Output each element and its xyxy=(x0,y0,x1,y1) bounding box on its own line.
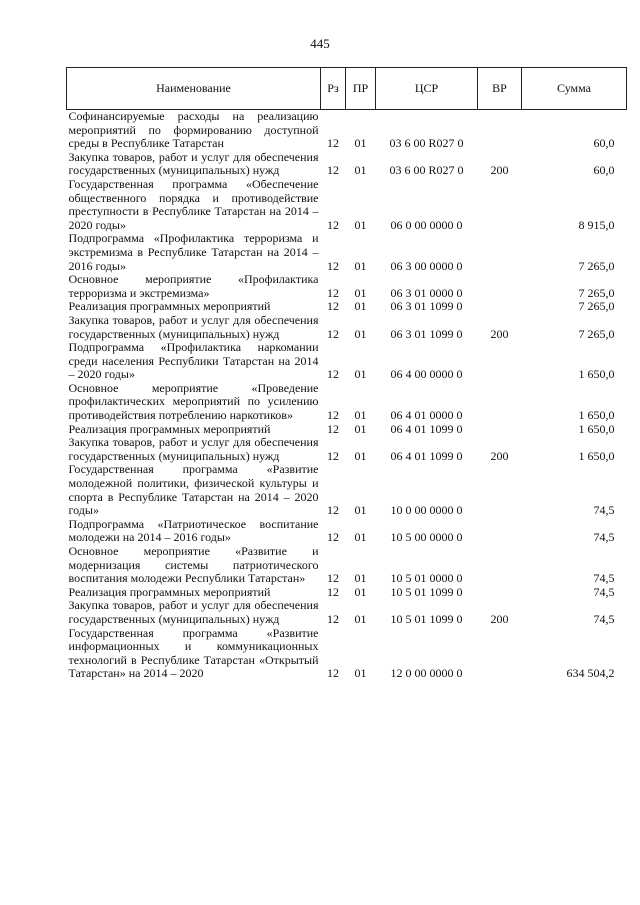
row-name: Государственная программа «Развитие информационных и коммуникационных технологий в Республике Татарстан «Открытый Татарстан» на 2014 – 2020 xyxy=(68,625,319,681)
row-csr: 10 5 01 1099 0 xyxy=(390,611,463,626)
row-csr: 06 4 01 1099 0 xyxy=(390,448,463,463)
row-pr: 01 xyxy=(354,421,367,436)
table-row xyxy=(67,232,627,273)
row-vr xyxy=(478,423,522,437)
row-name: Закупка товаров, работ и услуг для обеспечения государственных (муниципальных) нужд xyxy=(68,149,319,178)
row-name: Подпрограмма «Патриотическое воспитание молодежи на 2014 – 2016 годы» xyxy=(68,516,319,545)
row-rz: 12 xyxy=(327,571,339,586)
table-row xyxy=(67,110,627,151)
header-sum: Сумма xyxy=(522,68,627,110)
row-pr: 01 xyxy=(354,611,367,626)
table-row xyxy=(67,314,627,341)
row-csr: 03 6 00 R027 0 xyxy=(389,136,464,151)
table-row xyxy=(67,151,627,178)
row-vr xyxy=(478,273,522,300)
row-pr: 01 xyxy=(354,136,367,151)
row-sum: 60,0 xyxy=(593,163,615,178)
row-vr xyxy=(478,110,522,151)
row-rz: 12 xyxy=(327,666,339,681)
row-csr: 06 4 01 1099 0 xyxy=(390,421,463,436)
row-rz: 12 xyxy=(327,408,339,423)
table-row xyxy=(67,382,627,423)
header-name: Наименование xyxy=(67,68,321,110)
row-vr xyxy=(478,586,522,600)
row-vr: 200 xyxy=(490,448,509,463)
table-row xyxy=(67,627,627,681)
row-name: Подпрограмма «Профилактика терроризма и экстремизма в Республике Татарстан на 2014 – 2016 годы» xyxy=(68,231,319,273)
row-name: Софинансируемые расходы на реализацию мероприятий по формированию доступной среды в Республике Татарстан xyxy=(68,109,319,151)
table-row xyxy=(67,599,627,626)
row-rz: 12 xyxy=(327,217,339,232)
row-rz: 12 xyxy=(327,584,339,599)
row-rz: 12 xyxy=(327,503,339,518)
row-sum: 1 650,0 xyxy=(578,448,615,463)
row-sum: 634 504,2 xyxy=(566,666,615,681)
row-pr: 01 xyxy=(354,367,367,382)
row-sum: 74,5 xyxy=(593,503,615,518)
row-name: Реализация программных мероприятий xyxy=(68,421,271,436)
row-csr: 06 3 00 0000 0 xyxy=(390,258,463,273)
budget-table xyxy=(66,67,627,681)
row-pr: 01 xyxy=(354,217,367,232)
table-row xyxy=(67,545,627,586)
row-vr xyxy=(478,518,522,545)
row-pr: 01 xyxy=(354,163,367,178)
row-rz: 12 xyxy=(327,611,339,626)
row-vr: 200 xyxy=(490,326,509,341)
row-vr xyxy=(478,463,522,517)
table-row xyxy=(67,423,627,437)
header-pr: ПР xyxy=(346,68,376,110)
row-sum: 1 650,0 xyxy=(578,421,615,436)
row-rz: 12 xyxy=(327,163,339,178)
row-pr: 01 xyxy=(354,258,367,273)
row-csr: 10 5 00 0000 0 xyxy=(390,530,463,545)
row-vr: 200 xyxy=(490,163,509,178)
row-sum: 1 650,0 xyxy=(578,367,615,382)
table-row xyxy=(67,178,627,232)
row-pr: 01 xyxy=(354,503,367,518)
row-sum: 7 265,0 xyxy=(578,326,615,341)
row-rz: 12 xyxy=(327,530,339,545)
row-name: Закупка товаров, работ и услуг для обеспечения государственных (муниципальных) нужд xyxy=(68,435,319,463)
row-csr: 03 6 00 R027 0 xyxy=(389,163,464,178)
page-number: 445 xyxy=(310,36,330,51)
table-row xyxy=(67,341,627,382)
row-name: Государственная программа «Развитие молодежной политики, физической культуры и спорта в Республике Татарстан на 2014 – 2020 годы» xyxy=(68,462,319,518)
row-name: Закупка товаров, работ и услуг для обеспечения государственных (муниципальных) нужд xyxy=(68,312,319,341)
row-rz: 12 xyxy=(327,326,339,341)
row-rz: 12 xyxy=(327,285,339,300)
row-sum: 8 915,0 xyxy=(578,217,615,232)
row-name: Основное мероприятие «Развитие и модернизация системы патриотического воспитания молодежи Республики Татарстан» xyxy=(68,544,319,586)
row-csr: 06 3 01 1099 0 xyxy=(390,326,463,341)
row-sum: 7 265,0 xyxy=(578,285,615,300)
row-pr: 01 xyxy=(354,299,367,314)
row-vr xyxy=(478,627,522,681)
row-csr: 06 4 00 0000 0 xyxy=(390,367,463,382)
row-name: Основное мероприятие «Проведение профилактических мероприятий по усилению противодействия потреблению наркотиков» xyxy=(68,380,319,423)
row-name: Реализация программных мероприятий xyxy=(68,584,271,599)
row-csr: 06 3 01 0000 0 xyxy=(390,285,463,300)
table-row xyxy=(67,273,627,300)
row-csr: 06 0 00 0000 0 xyxy=(390,217,463,232)
row-sum: 60,0 xyxy=(593,136,615,151)
row-rz: 12 xyxy=(327,136,339,151)
row-rz: 12 xyxy=(327,448,339,463)
row-name: Подпрограмма «Профилактика наркомании среди населения Республики Татарстан на 2014 – 2020 годы» xyxy=(68,340,319,382)
row-vr xyxy=(478,300,522,314)
row-pr: 01 xyxy=(354,584,367,599)
row-csr: 06 3 01 1099 0 xyxy=(390,299,463,314)
row-sum: 7 265,0 xyxy=(578,299,615,314)
table-body xyxy=(67,110,627,681)
row-csr: 12 0 00 0000 0 xyxy=(390,666,463,681)
table-row xyxy=(67,586,627,600)
row-pr: 01 xyxy=(354,448,367,463)
row-pr: 01 xyxy=(354,408,367,423)
table-row xyxy=(67,436,627,463)
table-row xyxy=(67,300,627,314)
row-rz: 12 xyxy=(327,421,339,436)
row-vr xyxy=(478,545,522,586)
row-vr: 200 xyxy=(490,611,509,626)
table-row xyxy=(67,463,627,517)
row-sum: 74,5 xyxy=(593,584,615,599)
header-rz: Рз xyxy=(321,68,346,110)
row-vr xyxy=(478,341,522,382)
row-sum: 7 265,0 xyxy=(578,258,615,273)
row-name: Государственная программа «Обеспечение общественного порядка и противодействие преступности в Республике Татарстан на 2014 – 2020 годы» xyxy=(68,176,319,232)
row-sum: 74,5 xyxy=(593,530,615,545)
table-row xyxy=(67,518,627,545)
row-sum: 74,5 xyxy=(593,571,615,586)
table-header xyxy=(67,68,627,110)
row-vr xyxy=(478,178,522,232)
row-pr: 01 xyxy=(354,571,367,586)
row-name: Реализация программных мероприятий xyxy=(68,299,271,314)
row-csr: 10 5 01 0000 0 xyxy=(390,571,463,586)
row-pr: 01 xyxy=(354,285,367,300)
row-rz: 12 xyxy=(327,367,339,382)
header-csr: ЦСР xyxy=(376,68,478,110)
row-csr: 10 0 00 0000 0 xyxy=(390,503,463,518)
row-rz: 12 xyxy=(327,299,339,314)
row-sum: 74,5 xyxy=(593,611,615,626)
row-csr: 10 5 01 1099 0 xyxy=(390,584,463,599)
row-pr: 01 xyxy=(354,530,367,545)
row-name: Закупка товаров, работ и услуг для обеспечения государственных (муниципальных) нужд xyxy=(68,598,319,626)
row-vr xyxy=(478,232,522,273)
row-vr xyxy=(478,382,522,423)
row-csr: 06 4 01 0000 0 xyxy=(390,408,463,423)
row-pr: 01 xyxy=(354,326,367,341)
row-sum: 1 650,0 xyxy=(578,408,615,423)
row-rz: 12 xyxy=(327,258,339,273)
row-pr: 01 xyxy=(354,666,367,681)
header-vr: ВР xyxy=(478,68,522,110)
row-name: Основное мероприятие «Профилактика терроризма и экстремизма» xyxy=(68,272,319,300)
